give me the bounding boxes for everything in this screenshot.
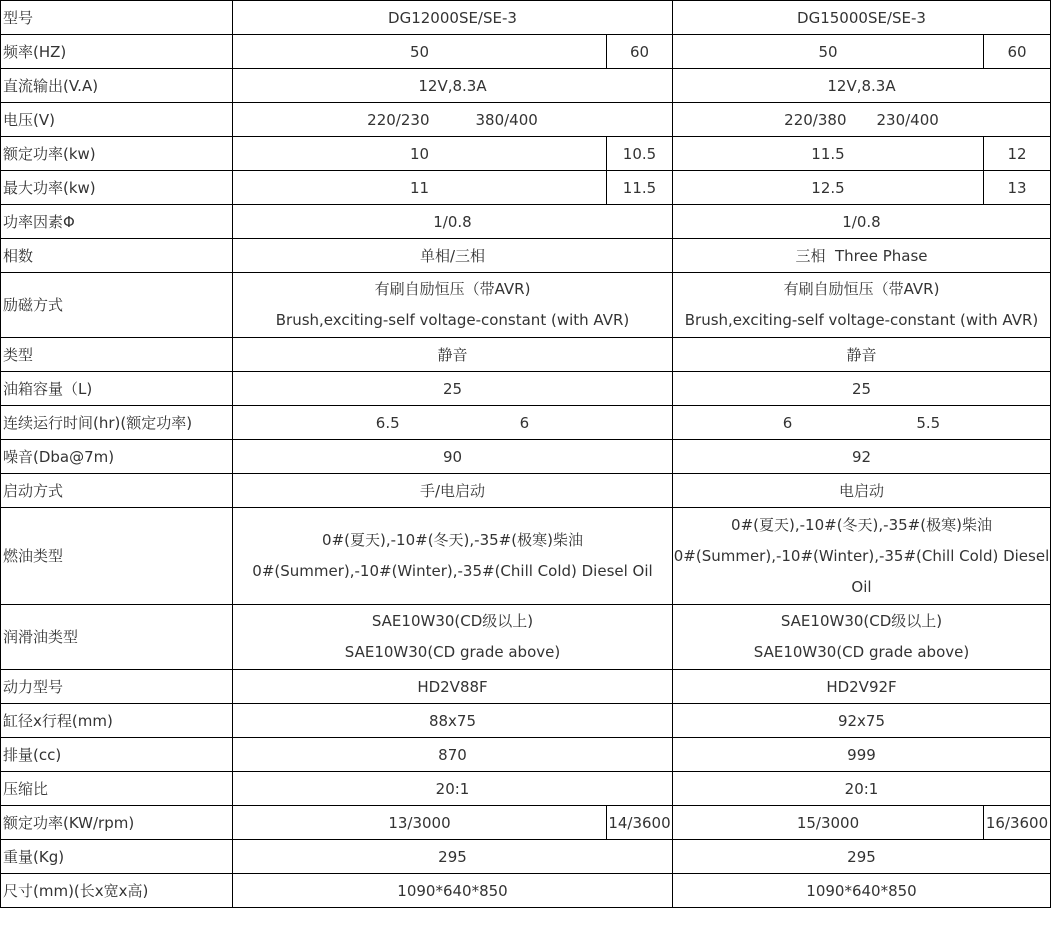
lube-m1 <box>233 605 673 670</box>
voltage-m1-b: 380/400 <box>475 110 538 129</box>
pf-m1: 1/0.8 <box>233 205 673 239</box>
excitation-m1 <box>233 273 673 338</box>
freq-m2-a: 50 <box>673 35 984 69</box>
freq-m1-b: 60 <box>607 35 673 69</box>
rated-m2-b: 12 <box>984 137 1051 171</box>
model-2: DG15000SE/SE-3 <box>673 1 1051 35</box>
row-runtime <box>1 406 1051 440</box>
row-start <box>1 474 1051 508</box>
rated-m2-a: 11.5 <box>673 137 984 171</box>
model-1: DG12000SE/SE-3 <box>233 1 673 35</box>
row-power-factor <box>1 205 1051 239</box>
label-fuel: 燃油类型 <box>1 508 233 605</box>
type-m2: 静音 <box>673 338 1051 372</box>
fuel-m2 <box>673 508 1051 605</box>
voltage-m2-b: 230/400 <box>876 110 939 129</box>
excitation-m2-en: Brush,exciting-self voltage-constant (with AVR) <box>684 311 1039 329</box>
max-m2-a: 12.5 <box>673 171 984 205</box>
lube-m2-en: SAE10W30(CD grade above) <box>753 643 970 661</box>
engine-m2: HD2V92F <box>673 670 1051 704</box>
voltage-m1-a: 220/230 <box>367 110 430 129</box>
dc-m1: 12V,8.3A <box>233 69 673 103</box>
row-weight <box>1 840 1051 874</box>
max-m1-b: 11.5 <box>607 171 673 205</box>
displacement-m1: 870 <box>233 738 673 772</box>
row-size <box>1 874 1051 908</box>
engine-m1: HD2V88F <box>233 670 673 704</box>
runtime-m1 <box>233 406 673 440</box>
row-frequency <box>1 35 1051 69</box>
lube-m2 <box>673 605 1051 670</box>
row-fuel <box>1 508 1051 605</box>
displacement-m2: 999 <box>673 738 1051 772</box>
phase-m2: 三相 Three Phase <box>673 239 1051 273</box>
kwrpm-m1-b: 14/3600 <box>607 806 673 840</box>
max-m1-a: 11 <box>233 171 607 205</box>
noise-m2: 92 <box>673 440 1051 474</box>
start-m2: 电启动 <box>673 474 1051 508</box>
runtime-m2-b: 5.5 <box>916 413 941 432</box>
row-dc-output <box>1 69 1051 103</box>
label-displacement: 排量(cc) <box>1 738 233 772</box>
label-noise: 噪音(Dba@7m) <box>1 440 233 474</box>
excitation-m2 <box>673 273 1051 338</box>
label-lube: 润滑油类型 <box>1 605 233 670</box>
label-start: 启动方式 <box>1 474 233 508</box>
label-rated-power: 额定功率(kw) <box>1 137 233 171</box>
rated-m1-a: 10 <box>233 137 607 171</box>
label-frequency: 频率(HZ) <box>1 35 233 69</box>
pf-m2: 1/0.8 <box>673 205 1051 239</box>
start-m1: 手/电启动 <box>233 474 673 508</box>
row-displacement <box>1 738 1051 772</box>
runtime-m2 <box>673 406 1051 440</box>
fuel-m2-cn: 0#(夏天),-10#(冬天),-35#(极寒)柴油 <box>731 515 992 534</box>
size-m1: 1090*640*850 <box>233 874 673 908</box>
row-engine <box>1 670 1051 704</box>
runtime-m1-a: 6.5 <box>375 413 400 432</box>
label-type: 类型 <box>1 338 233 372</box>
row-rated-power <box>1 137 1051 171</box>
row-phase <box>1 239 1051 273</box>
row-bore <box>1 704 1051 738</box>
lube-m2-cn: SAE10W30(CD级以上) <box>780 612 943 630</box>
bore-m1: 88x75 <box>233 704 673 738</box>
row-rated-kw-rpm <box>1 806 1051 840</box>
compression-m2: 20:1 <box>673 772 1051 806</box>
phase-m1: 单相/三相 <box>233 239 673 273</box>
row-fuel-tank <box>1 372 1051 406</box>
label-dc-output: 直流输出(V.A) <box>1 69 233 103</box>
freq-m1-a: 50 <box>233 35 607 69</box>
excitation-m2-cn: 有刷自励恒压（带AVR) <box>783 280 940 298</box>
noise-m1: 90 <box>233 440 673 474</box>
excitation-m1-cn: 有刷自励恒压（带AVR) <box>374 280 531 298</box>
row-max-power <box>1 171 1051 205</box>
fuel-m2-en: 0#(Summer),-10#(Winter),-35#(Chill Cold) Diesel Oil <box>673 546 1050 596</box>
weight-m1: 295 <box>233 840 673 874</box>
tank-m1: 25 <box>233 372 673 406</box>
dc-m2: 12V,8.3A <box>673 69 1051 103</box>
freq-m2-b: 60 <box>984 35 1051 69</box>
voltage-m1 <box>233 103 673 137</box>
voltage-m2 <box>673 103 1051 137</box>
label-phase: 相数 <box>1 239 233 273</box>
rated-m1-b: 10.5 <box>607 137 673 171</box>
label-voltage: 电压(V) <box>1 103 233 137</box>
lube-m1-en: SAE10W30(CD grade above) <box>344 643 561 661</box>
label-weight: 重量(Kg) <box>1 840 233 874</box>
runtime-m1-b: 6 <box>519 413 530 432</box>
runtime-m2-a: 6 <box>782 413 793 432</box>
label-compression: 压缩比 <box>1 772 233 806</box>
label-size: 尺寸(mm)(长x宽x高) <box>1 874 233 908</box>
kwrpm-m2-a: 15/3000 <box>673 806 984 840</box>
label-model: 型号 <box>1 1 233 35</box>
row-compression <box>1 772 1051 806</box>
row-noise <box>1 440 1051 474</box>
max-m2-b: 13 <box>984 171 1051 205</box>
row-type <box>1 338 1051 372</box>
row-excitation <box>1 273 1051 338</box>
label-bore: 缸径x行程(mm) <box>1 704 233 738</box>
compression-m1: 20:1 <box>233 772 673 806</box>
label-max-power: 最大功率(kw) <box>1 171 233 205</box>
weight-m2: 295 <box>673 840 1051 874</box>
kwrpm-m1-a: 13/3000 <box>233 806 607 840</box>
label-power-factor: 功率因素Φ <box>1 205 233 239</box>
excitation-m1-en: Brush,exciting-self voltage-constant (with AVR) <box>275 311 630 329</box>
lube-m1-cn: SAE10W30(CD级以上) <box>371 612 534 630</box>
label-rated-kw-rpm: 额定功率(KW/rpm) <box>1 806 233 840</box>
label-runtime: 连续运行时间(hr)(额定功率) <box>1 406 233 440</box>
fuel-m1-en: 0#(Summer),-10#(Winter),-35#(Chill Cold) Diesel Oil <box>252 562 653 580</box>
voltage-m2-a: 220/380 <box>784 110 847 129</box>
row-lube <box>1 605 1051 670</box>
size-m2: 1090*640*850 <box>673 874 1051 908</box>
bore-m2: 92x75 <box>673 704 1051 738</box>
label-excitation: 励磁方式 <box>1 273 233 338</box>
tank-m2: 25 <box>673 372 1051 406</box>
fuel-m1 <box>233 508 673 605</box>
label-engine: 动力型号 <box>1 670 233 704</box>
fuel-m1-cn: 0#(夏天),-10#(冬天),-35#(极寒)柴油 <box>322 531 583 549</box>
kwrpm-m2-b: 16/3600 <box>984 806 1051 840</box>
label-fuel-tank: 油箱容量（L) <box>1 372 233 406</box>
row-voltage <box>1 103 1051 137</box>
row-model <box>1 1 1051 35</box>
type-m1: 静音 <box>233 338 673 372</box>
